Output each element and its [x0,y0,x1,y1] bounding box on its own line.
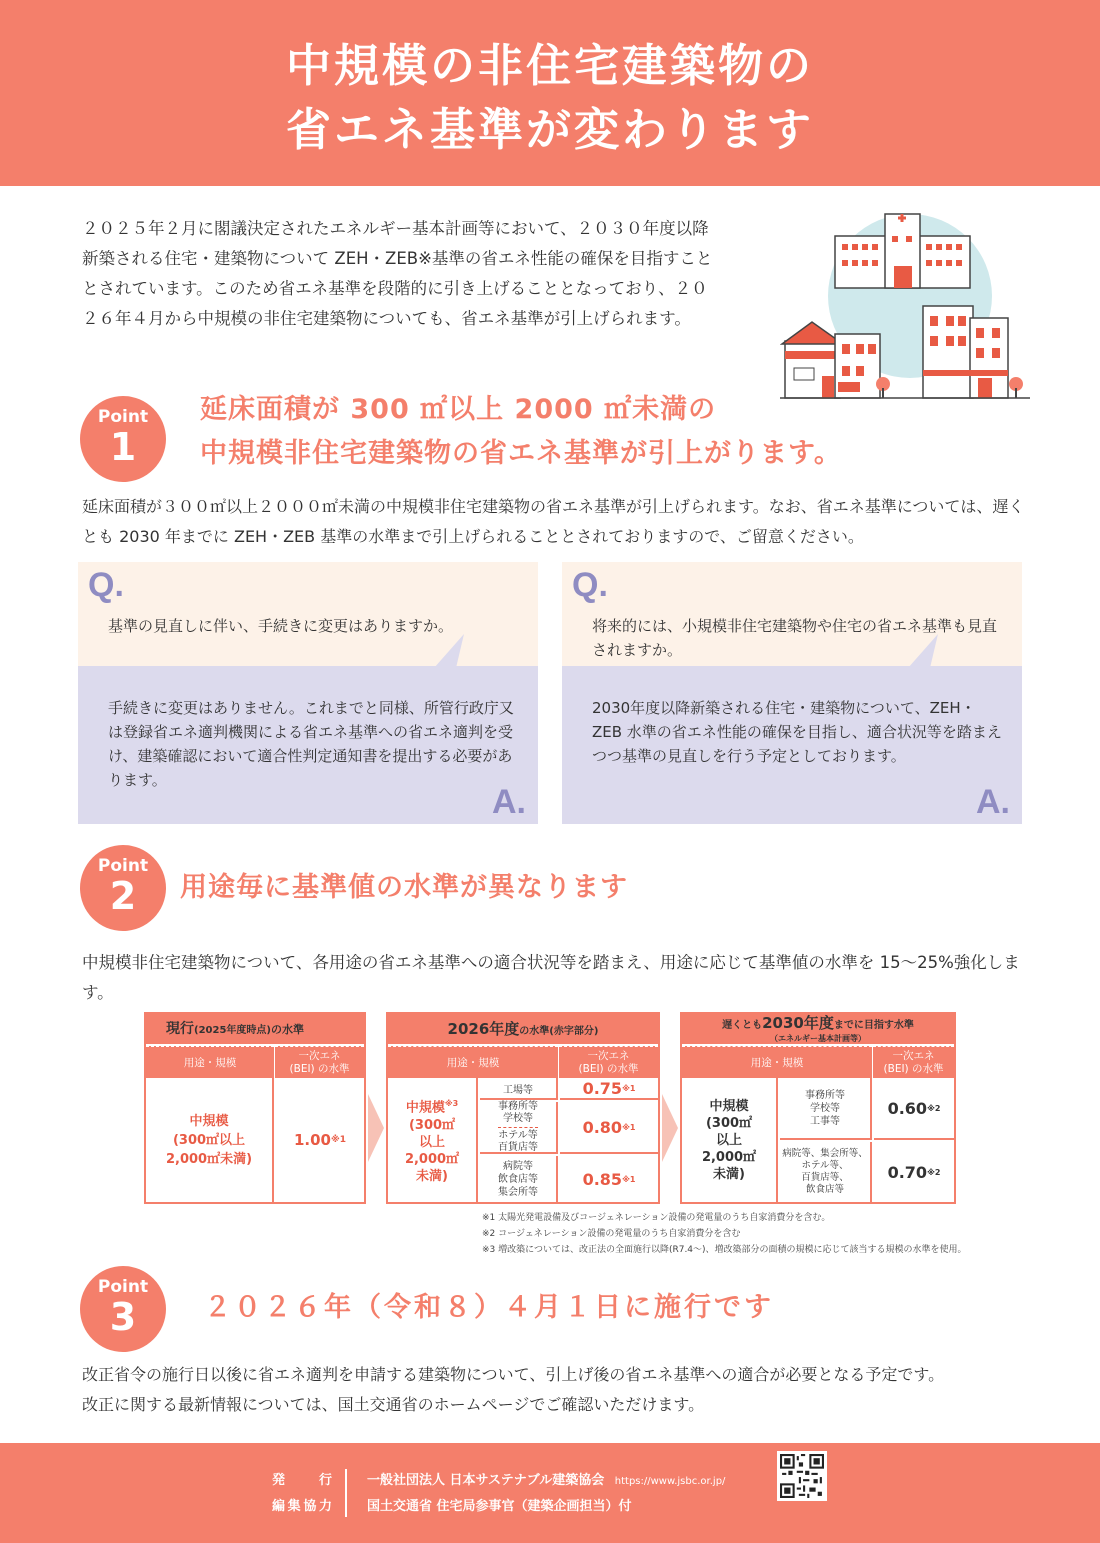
intro-paragraph: ２０２５年２月に閣議決定されたエネルギー基本計画等において、２０３０年度以降新築される住宅・建築物について ZEH・ZEB※基準の省エネ性能の確保を目指すこととされています。このため省エネ基準を段階的に引き上げることとなっており、２０２６年４月から中規模の非住宅建築物についても、省エネ基準が引上げられます。 [82,219,713,328]
footer [0,1443,1100,1543]
subuse-cell: 病院等、集会所等、 ホテル等、 百貨店等、 飲食店等 [780,1142,872,1202]
answer-text: 手続きに変更はありません。これまでと同様、所管行政庁又は登録省エネ適判機関による省エネ基準への省エネ適判を受け、建築確認において適合性判定通知書を提出する必要があります。 [108,699,514,789]
point-2-heading: 用途毎に基準値の水準が異なります [180,872,628,903]
buildings-illustration-icon [780,196,1030,406]
question-panel [562,562,1022,666]
q-mark: Q. [88,566,124,604]
question-panel [78,562,538,666]
col-header-use: 用途・規模 [388,1046,558,1078]
cooperation-label: 編集協力 [272,1499,332,1514]
col-header-bei: 一次エネ (BEI) の水準 [873,1046,954,1078]
issuer-url-link[interactable]: https://www.jsbc.or.jp/ [614,1476,726,1487]
point-3-body: 改正省令の施行日以後に省エネ適判を申請する建築物について、引上げ後の省エネ基準への適合が必要となる予定です。 改正に関する最新情報については、国土交通省のホームページでご確認いただけます。 [82,1365,945,1414]
footnotes [482,1210,967,1258]
bei-value: 0.70 ※2 [887,1162,941,1182]
subuse-cell: 事務所等 学校等 工事等 [780,1078,872,1140]
header-banner [0,0,1100,186]
point-3-heading: ２０２６年（令和８）４月１日に施行です [204,1292,774,1323]
cooperation-name: 国土交通省 住宅局参事官（建築企画担当）付 [367,1499,632,1514]
bei-value: 0.80 ※1 [560,1102,658,1154]
speech-tail-icon [908,634,942,668]
title-line-1: 中規模の非住宅建築物の [285,39,814,92]
a-mark: A. [492,783,526,821]
qr-code-icon[interactable] [777,1451,827,1501]
table-current [144,1012,366,1204]
arrow-chevron-2 [662,1094,678,1162]
answer-panel [78,666,538,824]
answer-text: 2030年度以降新築される住宅・建築物について、ZEH・ZEB 水準の省エネ性能の確保を目指し、適合状況等を踏まえつつ基準の見直しを行う予定としております。 [592,699,1002,765]
point-2-badge: Point 2 [80,845,166,931]
question-text: 基準の見直しに伴い、手続きに変更はありますか。 [108,617,454,635]
col-header-bei: 一次エネ (BEI) の水準 [559,1046,658,1078]
answer-panel [562,666,1022,824]
speech-tail-icon [434,634,468,668]
point-2-body: 中規模非住宅建築物について、各用途の省エネ基準への適合状況等を踏まえ、用途に応じて基準値の水準を 15～25%強化します。 [82,953,1020,1002]
point-3-badge: Point 3 [80,1266,166,1352]
footnote-3: ※3 増改築については、改正法の全面施行以降(R7.4～)、増改築部分の面積の規模に応じて該当する規模の水準を使用。 [482,1245,967,1255]
point-1-badge: Point 1 [80,396,166,482]
bei-value: 1.00 ※1 [293,1131,347,1149]
table-2026 [386,1012,660,1204]
a-mark: A. [976,783,1010,821]
q-mark: Q. [572,566,608,604]
col-header-bei: 一次エネ (BEI) の水準 [275,1046,364,1078]
bei-value: 0.60 ※2 [874,1078,954,1140]
table-title: 遅くとも2030年度までに目指す水準 （エネルギー基本計画等） [682,1014,954,1044]
question-text: 将来的には、小規模非住宅建築物や住宅の省エネ基準も見直されますか。 [592,617,998,659]
point-1-body: 延床面積が３００㎡以上２０００㎡未満の中規模非住宅建築物の省エネ基準が引上げられます。なお、省エネ基準については、遅くとも 2030 年までに ZEH・ZEB 基準の水準まで引上げられることとされておりますので、ご留意ください。 [82,497,1025,546]
col-header-use: 用途・規模 [146,1046,274,1078]
title-line-2: 省エネ基準が変わります [285,103,814,156]
table-title: 現行(2025年度時点)の水準 [146,1014,364,1044]
subuse-cell: 工場等 [480,1078,558,1100]
issuer-label: 発 行 [272,1473,332,1488]
use-cell: 中規模 (300㎡ 以上 2,000㎡ 未満) [682,1078,778,1202]
qa-box-2 [562,562,1022,824]
col-header-use: 用途・規模 [682,1046,872,1078]
bei-value: 0.75 ※1 [560,1078,658,1100]
subuse-cell: 病院等 飲食店等 集会所等 [480,1156,558,1202]
issuer-name: 一般社団法人 日本サステナブル建築協会 https://www.jsbc.or.jp/ [367,1473,726,1488]
bei-value: 0.85 ※1 [582,1169,636,1189]
page-title [0,34,1100,162]
footnote-2: ※2 コージェネレーション設備の発電量のうち自家消費分を含む [482,1229,741,1239]
use-cell: 中規模 (300㎡以上 2,000㎡未満) [146,1078,274,1202]
subuse-cell: 事務所等 学校等 ホテル等 百貨店等 [480,1102,558,1154]
use-cell: 中規模$^{※3}$ (300㎡ 以上 2,000㎡ 未満) [388,1078,478,1202]
point-1-heading: 延床面積が 300 ㎡以上 2000 ㎡未満の 中規模非住宅建築物の省エネ基準が引上がります。 [200,394,842,469]
table-2030 [680,1012,956,1204]
arrow-chevron-1 [368,1094,384,1162]
table-title: 2026年度の水準(赤字部分) [388,1014,658,1044]
qa-box-1 [78,562,538,824]
footer-divider [345,1469,347,1517]
footnote-1: ※1 太陽光発電設備及びコージェネレーション設備の発電量のうち自家消費分を含む。 [482,1213,831,1223]
